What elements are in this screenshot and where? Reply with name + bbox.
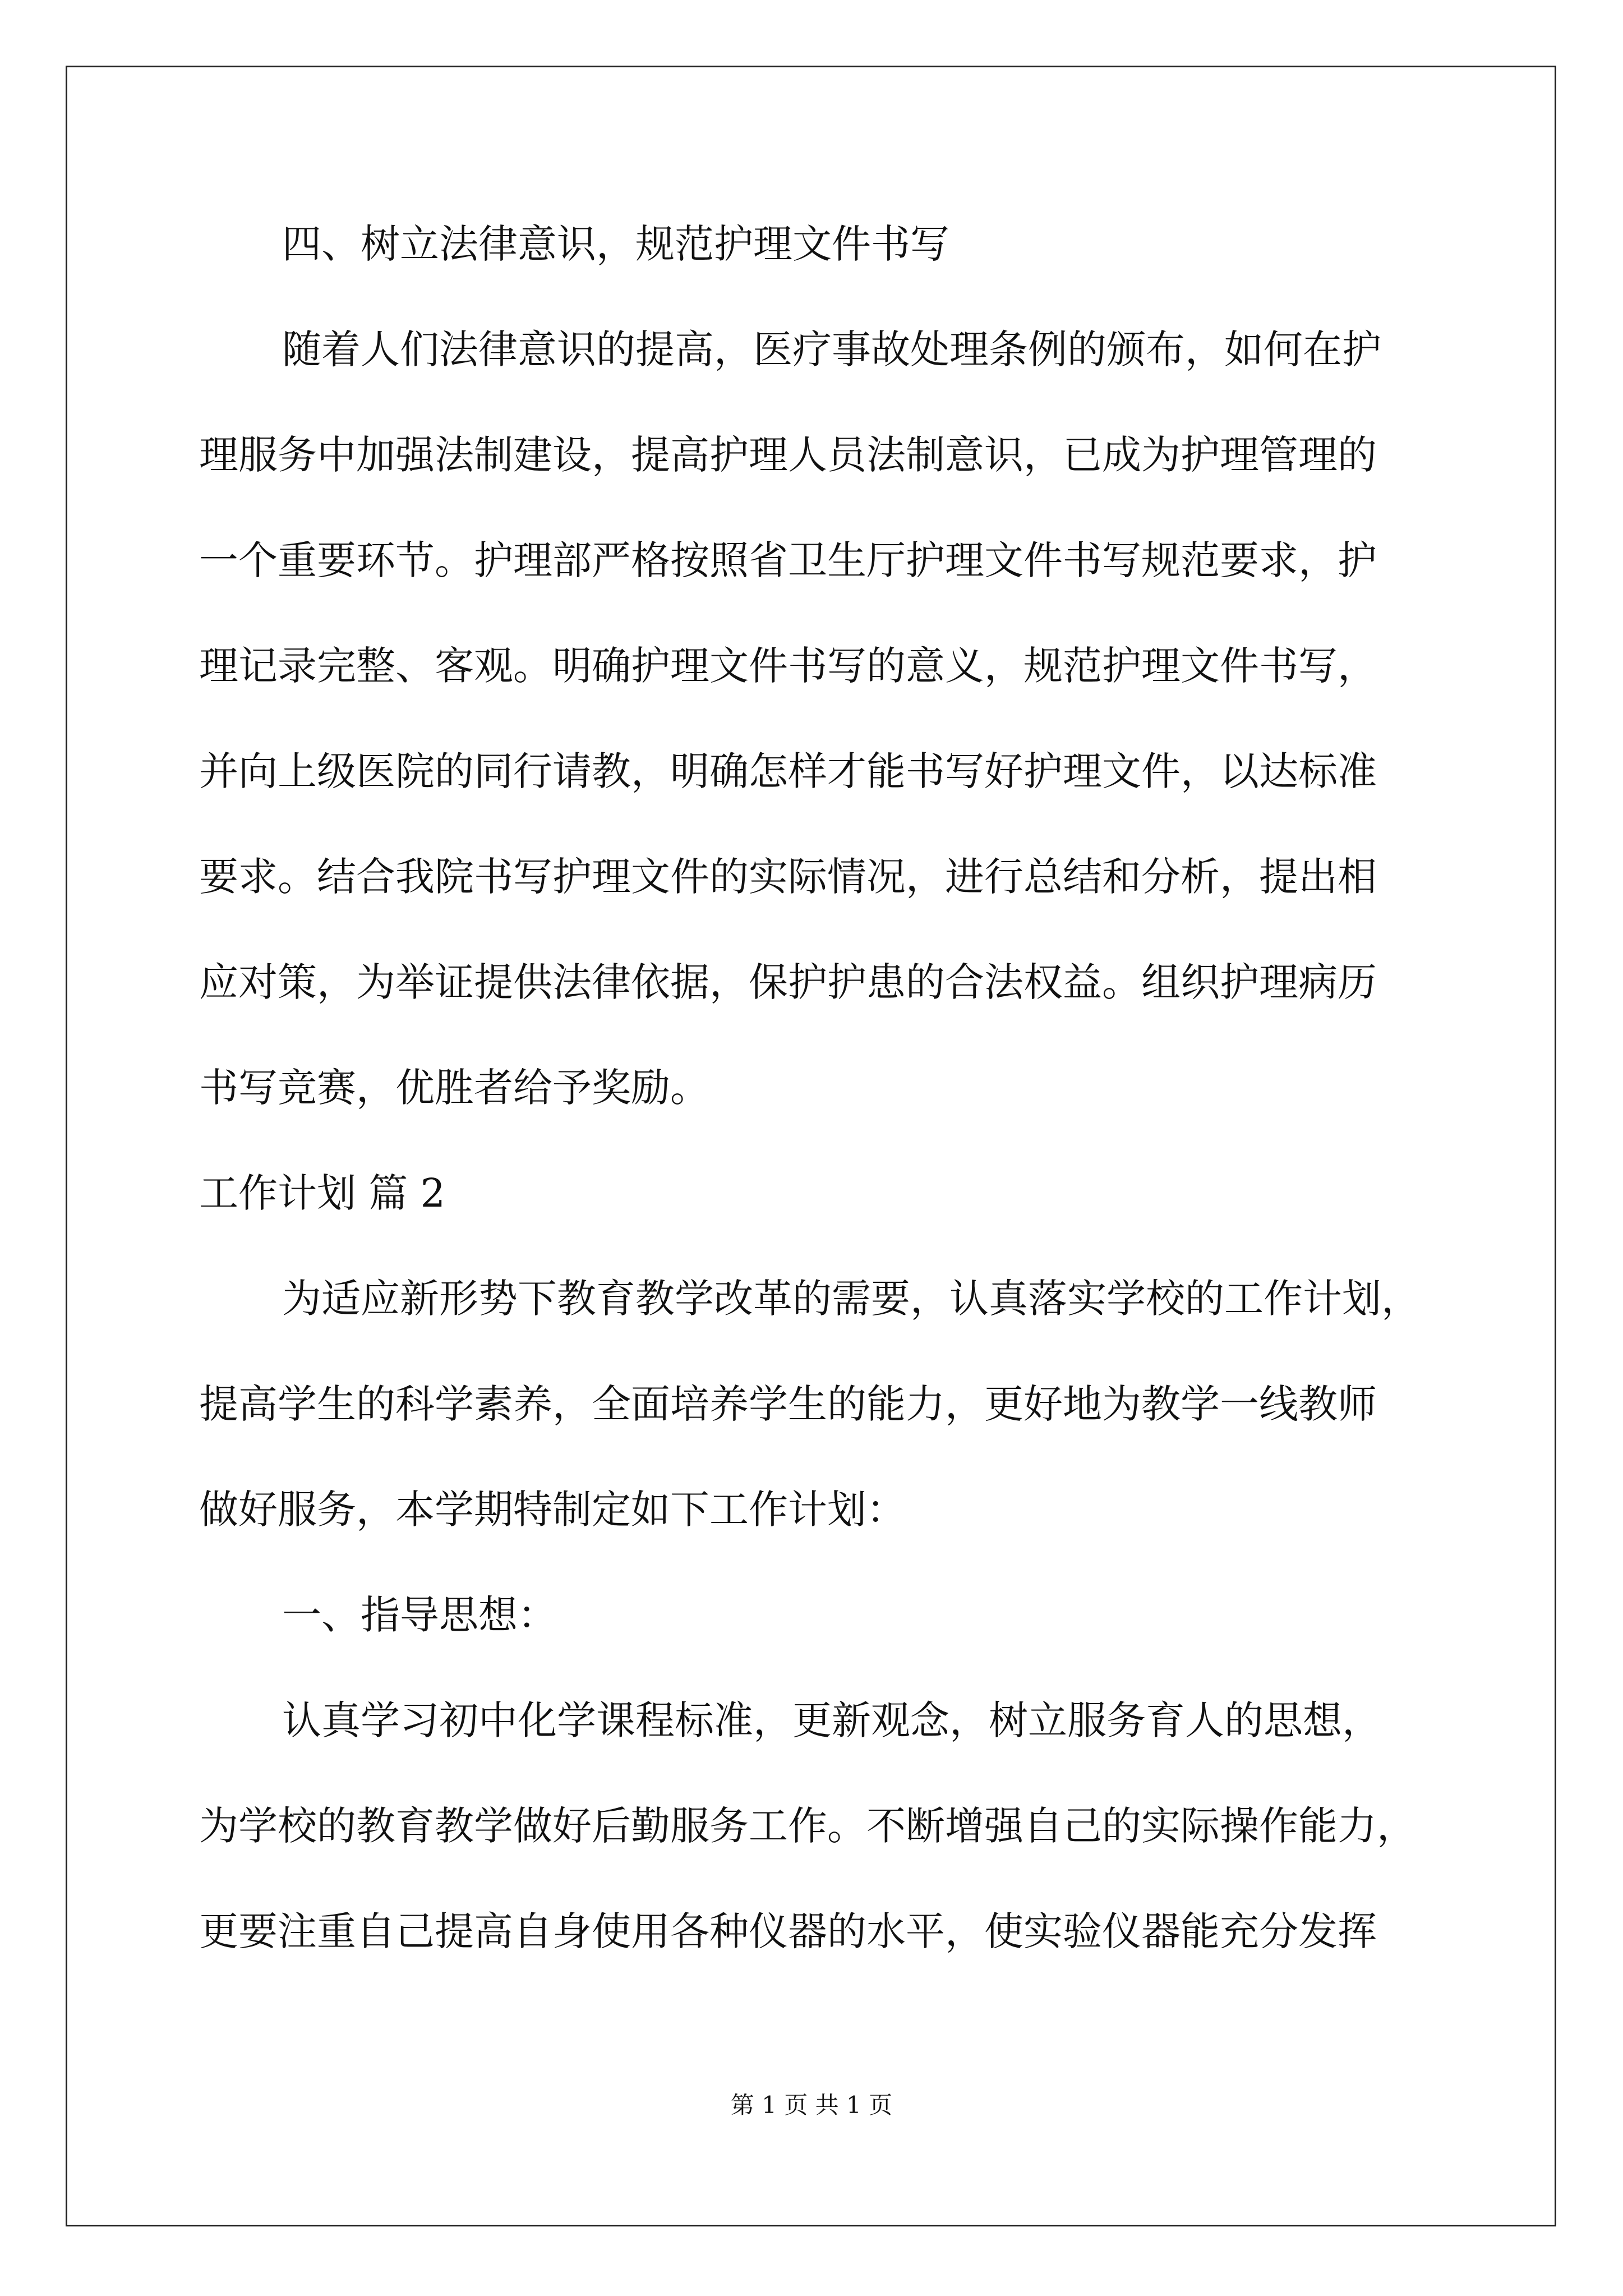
page-footer: 第 1 页 共 1 页 [730,2091,893,2119]
paragraph-line: 应对策，为举证提供法律依据，保护护患的合法权益。组织护理病历 [199,959,1377,1005]
paragraph-line: 书写竞赛，优胜者给予奖励。 [199,1065,709,1111]
section-heading-4: 四、树立法律意识，规范护理文件书写 [282,221,949,267]
section-title: 工作计划 篇 2 [199,1170,446,1216]
page-border [66,66,1556,2226]
paragraph-line: 理记录完整、客观。明确护理文件书写的意义，规范护理文件书写， [199,643,1377,689]
paragraph-line: 要求。结合我院书写护理文件的实际情况，进行总结和分析，提出相 [199,854,1377,900]
paragraph-line: 理服务中加强法制建设，提高护理人员法制意识，已成为护理管理的 [199,432,1377,478]
paragraph-line: 为适应新形势下教育教学改革的需要，认真落实学校的工作计划， [282,1276,1421,1322]
paragraph-line: 一个重要环节。护理部严格按照省卫生厅护理文件书写规范要求，护 [199,537,1377,583]
paragraph-line: 随着人们法律意识的提高，医疗事故处理条例的颁布，如何在护 [282,326,1381,372]
paragraph-line: 提高学生的科学素养，全面培养学生的能力，更好地为教学一线教师 [199,1381,1377,1427]
paragraph-line: 做好服务，本学期特制定如下工作计划： [199,1487,906,1533]
paragraph-line: 认真学习初中化学课程标准，更新观念，树立服务育人的思想， [282,1697,1381,1743]
section-heading-1: 一、指导思想： [282,1592,557,1638]
paragraph-line: 更要注重自己提高自身使用各种仪器的水平，使实验仪器能充分发挥 [199,1908,1377,1954]
paragraph-line: 为学校的教育教学做好后勤服务工作。不断增强自己的实际操作能力， [199,1803,1416,1849]
paragraph-line: 并向上级医院的同行请教，明确怎样才能书写好护理文件，以达标准 [199,748,1377,794]
